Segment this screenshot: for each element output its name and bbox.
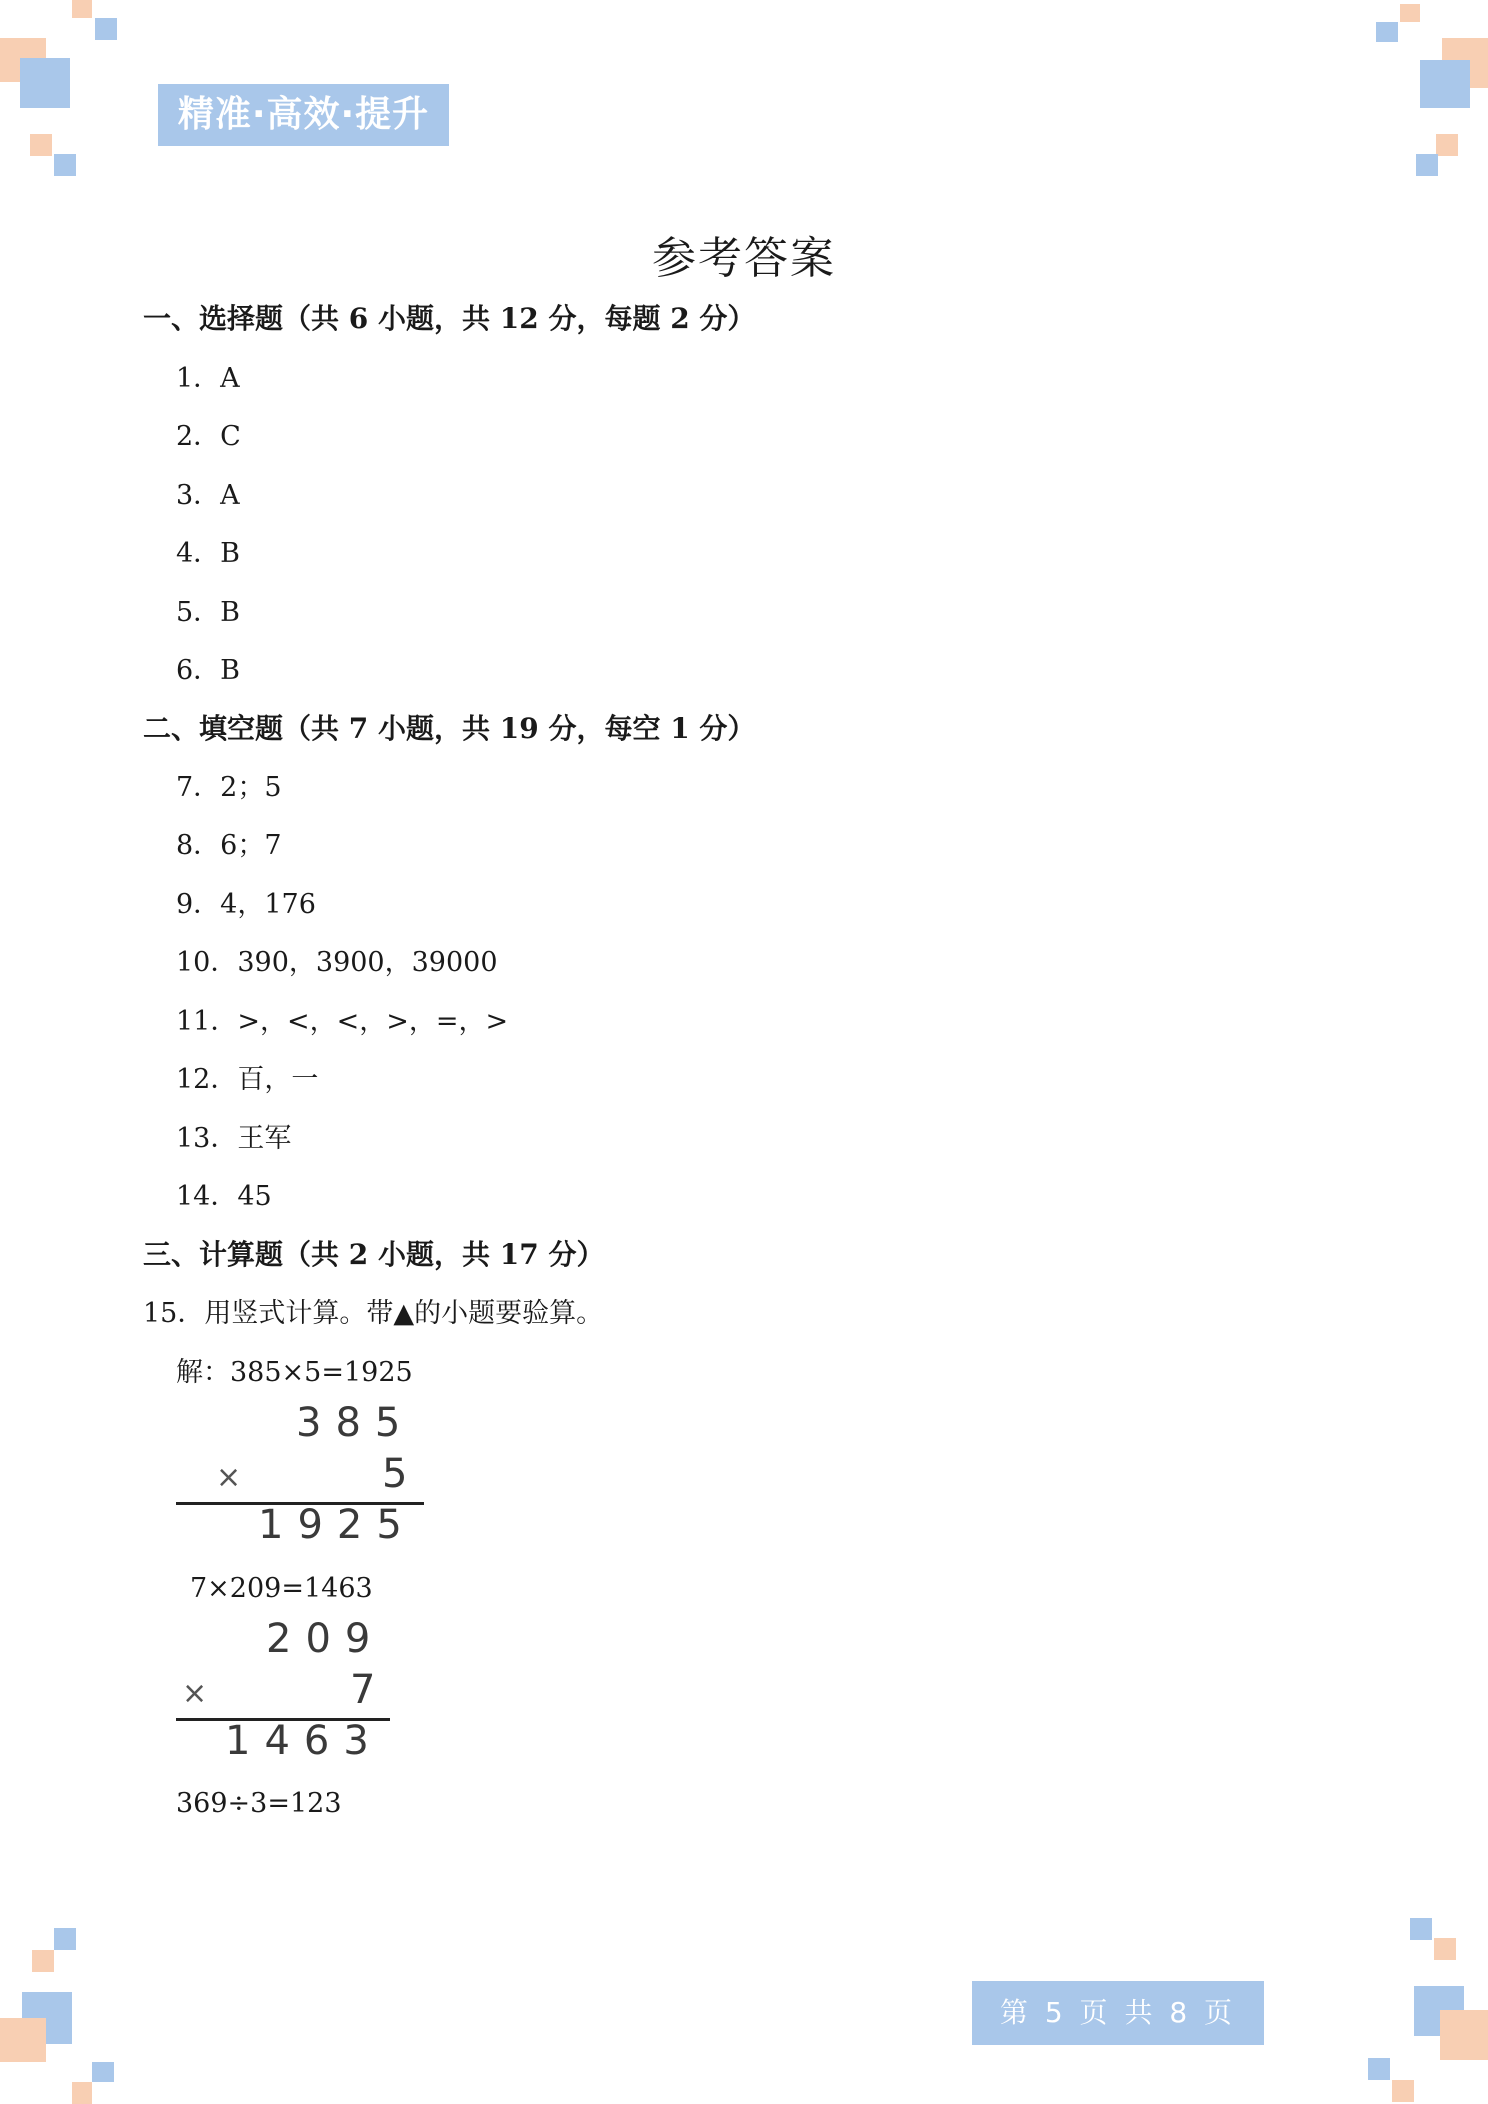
multiply-sign: × — [182, 1676, 208, 1711]
calc-top-number: 385 — [296, 1400, 415, 1446]
section-heading-choice: 一、选择题（共 6 小题，共 12 分，每题 2 分） — [143, 302, 756, 335]
answer-item: 10．390，3900，39000 — [176, 947, 498, 978]
answer-item: 14．45 — [176, 1181, 272, 1212]
question-15: 15．用竖式计算。带▲的小题要验算。 — [143, 1298, 604, 1329]
page-number-badge: 第 5 页 共 8 页 — [972, 1981, 1264, 2045]
section-heading-fill: 二、填空题（共 7 小题，共 19 分，每空 1 分） — [143, 712, 756, 745]
calc-multiplier: 7 — [350, 1667, 390, 1713]
solution-equation-1: 解：385×5=1925 — [176, 1357, 413, 1388]
solution-equation-2: 7×209=1463 — [190, 1573, 373, 1604]
answer-item: 7．2；5 — [176, 772, 282, 803]
answer-item: 12．百，一 — [176, 1064, 319, 1095]
answer-item: 13．王军 — [176, 1123, 292, 1154]
answer-item: 6．B — [176, 655, 241, 686]
answer-item: 3．A — [176, 480, 240, 511]
page-title: 参考答案 — [652, 233, 836, 284]
answer-item: 9．4，176 — [176, 889, 316, 920]
calc-top-number: 209 — [266, 1616, 385, 1662]
brand-banner: 精准·高效·提升 — [158, 84, 449, 146]
calc-result: 1463 — [225, 1718, 383, 1764]
answer-item: 1．A — [176, 363, 240, 394]
answer-item: 2．C — [176, 421, 241, 452]
solution-equation-3: 369÷3=123 — [176, 1788, 342, 1819]
multiply-sign: × — [216, 1460, 242, 1495]
section-heading-calc: 三、计算题（共 2 小题，共 17 分） — [143, 1238, 605, 1271]
calc-result: 1925 — [258, 1502, 416, 1548]
answer-item: 8．6；7 — [176, 830, 282, 861]
calc-multiplier: 5 — [382, 1451, 422, 1497]
answer-item: 5．B — [176, 597, 241, 628]
answer-item: 4．B — [176, 538, 241, 569]
answer-item: 11．>，<，<，>，=，> — [176, 1006, 509, 1037]
